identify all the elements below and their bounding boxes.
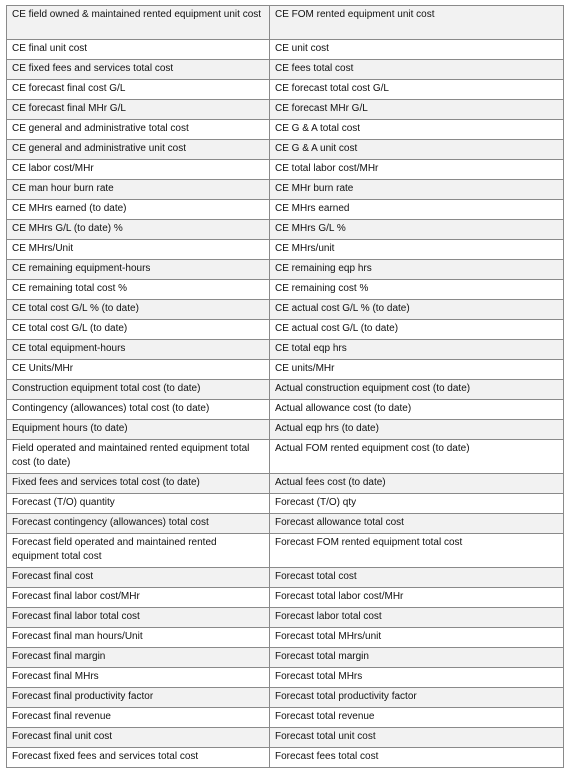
- full-term-cell: Equipment hours (to date): [7, 420, 270, 440]
- short-term-cell: Actual fees cost (to date): [270, 474, 564, 494]
- full-term-cell: CE total cost G/L (to date): [7, 320, 270, 340]
- full-term-cell: Forecast fixed fees and services total cost: [7, 748, 270, 768]
- short-term-cell: CE total eqp hrs: [270, 340, 564, 360]
- short-term-cell: CE G & A unit cost: [270, 140, 564, 160]
- table-body: [7, 6, 564, 768]
- short-term-cell: Forecast total cost: [270, 568, 564, 588]
- full-term-cell: Forecast (T/O) quantity: [7, 494, 270, 514]
- full-term-cell: CE labor cost/MHr: [7, 160, 270, 180]
- short-term-cell: CE units/MHr: [270, 360, 564, 380]
- table-row: [7, 360, 564, 380]
- table-row: [7, 688, 564, 708]
- table-row: [7, 628, 564, 648]
- table-row: [7, 280, 564, 300]
- full-term-cell: CE forecast final MHr G/L: [7, 100, 270, 120]
- table-row: [7, 160, 564, 180]
- full-term-cell: CE forecast final cost G/L: [7, 80, 270, 100]
- table-row: [7, 200, 564, 220]
- full-term-cell: Construction equipment total cost (to date): [7, 380, 270, 400]
- short-term-cell: Forecast FOM rented equipment total cost: [270, 534, 564, 568]
- short-term-cell: Actual construction equipment cost (to date): [270, 380, 564, 400]
- full-term-cell: Forecast final man hours/Unit: [7, 628, 270, 648]
- table-row: [7, 400, 564, 420]
- short-term-cell: CE unit cost: [270, 40, 564, 60]
- table-row: [7, 320, 564, 340]
- table-row: [7, 260, 564, 280]
- short-term-cell: CE G & A total cost: [270, 120, 564, 140]
- short-term-cell: Actual allowance cost (to date): [270, 400, 564, 420]
- full-term-cell: Forecast final cost: [7, 568, 270, 588]
- short-term-cell: Forecast total MHrs: [270, 668, 564, 688]
- short-term-cell: CE MHrs/unit: [270, 240, 564, 260]
- short-term-cell: Forecast total productivity factor: [270, 688, 564, 708]
- table-row: [7, 100, 564, 120]
- short-term-cell: CE actual cost G/L (to date): [270, 320, 564, 340]
- short-term-cell: CE MHr burn rate: [270, 180, 564, 200]
- table-row: [7, 80, 564, 100]
- full-term-cell: CE total equipment-hours: [7, 340, 270, 360]
- table-row: [7, 568, 564, 588]
- short-term-cell: CE remaining cost %: [270, 280, 564, 300]
- table-row: [7, 40, 564, 60]
- table-row: [7, 180, 564, 200]
- table-row: [7, 668, 564, 688]
- full-term-cell: CE man hour burn rate: [7, 180, 270, 200]
- full-term-cell: CE general and administrative unit cost: [7, 140, 270, 160]
- full-term-cell: CE MHrs G/L (to date) %: [7, 220, 270, 240]
- table-row: [7, 708, 564, 728]
- full-term-cell: CE MHrs/Unit: [7, 240, 270, 260]
- short-term-cell: CE remaining eqp hrs: [270, 260, 564, 280]
- short-term-cell: Forecast (T/O) qty: [270, 494, 564, 514]
- table-row: [7, 60, 564, 80]
- full-term-cell: CE fixed fees and services total cost: [7, 60, 270, 80]
- short-term-cell: Forecast total margin: [270, 648, 564, 668]
- full-term-cell: CE remaining equipment-hours: [7, 260, 270, 280]
- table-row: [7, 380, 564, 400]
- table-row: [7, 220, 564, 240]
- full-term-cell: Forecast final unit cost: [7, 728, 270, 748]
- table-row: [7, 240, 564, 260]
- table-row: [7, 420, 564, 440]
- table-row: [7, 440, 564, 474]
- short-term-cell: Forecast total MHrs/unit: [270, 628, 564, 648]
- short-term-cell: Forecast allowance total cost: [270, 514, 564, 534]
- full-term-cell: Contingency (allowances) total cost (to date): [7, 400, 270, 420]
- full-term-cell: Forecast field operated and maintained rented equipment total cost: [7, 534, 270, 568]
- short-term-cell: Forecast total labor cost/MHr: [270, 588, 564, 608]
- full-term-cell: Forecast final productivity factor: [7, 688, 270, 708]
- short-term-cell: CE MHrs earned: [270, 200, 564, 220]
- full-term-cell: CE general and administrative total cost: [7, 120, 270, 140]
- table-row: [7, 494, 564, 514]
- short-term-cell: Actual FOM rented equipment cost (to date): [270, 440, 564, 474]
- short-term-cell: Forecast total unit cost: [270, 728, 564, 748]
- table-row: [7, 474, 564, 494]
- table-row: [7, 140, 564, 160]
- full-term-cell: CE remaining total cost %: [7, 280, 270, 300]
- short-term-cell: Actual eqp hrs (to date): [270, 420, 564, 440]
- full-term-cell: Fixed fees and services total cost (to date): [7, 474, 270, 494]
- table-row: [7, 120, 564, 140]
- full-term-cell: CE final unit cost: [7, 40, 270, 60]
- table-row: [7, 748, 564, 768]
- full-term-cell: CE total cost G/L % (to date): [7, 300, 270, 320]
- full-term-cell: CE Units/MHr: [7, 360, 270, 380]
- short-term-cell: CE FOM rented equipment unit cost: [270, 6, 564, 40]
- full-term-cell: CE MHrs earned (to date): [7, 200, 270, 220]
- short-term-cell: CE MHrs G/L %: [270, 220, 564, 240]
- table-row: [7, 534, 564, 568]
- table-row: [7, 588, 564, 608]
- short-term-cell: Forecast total revenue: [270, 708, 564, 728]
- short-term-cell: CE forecast MHr G/L: [270, 100, 564, 120]
- full-term-cell: Field operated and maintained rented equipment total cost (to date): [7, 440, 270, 474]
- table-row: [7, 6, 564, 40]
- table-row: [7, 728, 564, 748]
- full-term-cell: Forecast contingency (allowances) total cost: [7, 514, 270, 534]
- table-row: [7, 300, 564, 320]
- table-row: [7, 340, 564, 360]
- table-row: [7, 608, 564, 628]
- short-term-cell: Forecast fees total cost: [270, 748, 564, 768]
- full-term-cell: Forecast final revenue: [7, 708, 270, 728]
- full-term-cell: Forecast final MHrs: [7, 668, 270, 688]
- term-mapping-table: [6, 5, 564, 768]
- term-mapping-table-container: [6, 5, 563, 768]
- table-row: [7, 648, 564, 668]
- short-term-cell: CE forecast total cost G/L: [270, 80, 564, 100]
- short-term-cell: Forecast labor total cost: [270, 608, 564, 628]
- short-term-cell: CE total labor cost/MHr: [270, 160, 564, 180]
- short-term-cell: CE fees total cost: [270, 60, 564, 80]
- full-term-cell: Forecast final labor total cost: [7, 608, 270, 628]
- full-term-cell: Forecast final labor cost/MHr: [7, 588, 270, 608]
- full-term-cell: CE field owned & maintained rented equipment unit cost: [7, 6, 270, 40]
- full-term-cell: Forecast final margin: [7, 648, 270, 668]
- short-term-cell: CE actual cost G/L % (to date): [270, 300, 564, 320]
- table-row: [7, 514, 564, 534]
